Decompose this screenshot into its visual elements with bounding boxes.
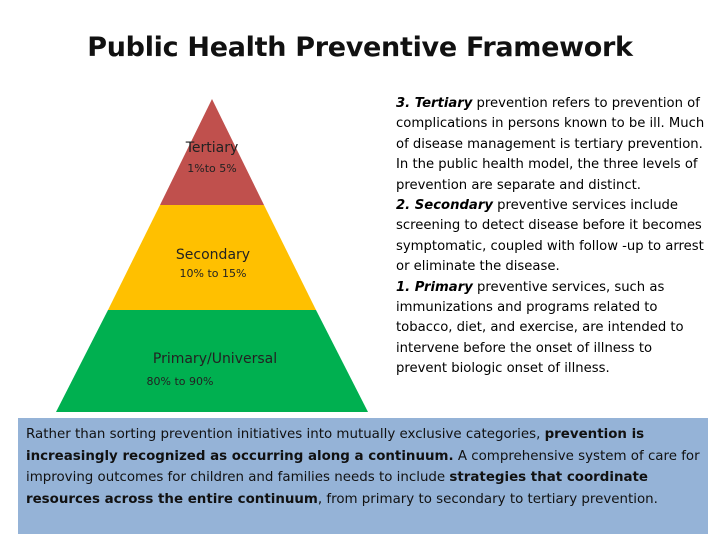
- secondary-term: 2. Secondary: [396, 198, 493, 214]
- tertiary-label: Tertiary: [185, 140, 239, 156]
- summary-text-3: , from primary to secondary to tertiary prevention.: [317, 491, 658, 507]
- secondary-definition: [396, 196, 706, 278]
- page-title: Public Health Preventive Framework: [87, 32, 633, 63]
- tertiary-percent: 1%to 5%: [187, 162, 237, 175]
- summary-bold-1: prevention is increasingly recognized as occurring along a continuum.: [26, 427, 645, 464]
- primary-percent: 80% to 90%: [146, 375, 214, 388]
- primary-definition: [396, 278, 706, 380]
- summary-text-2: A comprehensive system of care for improving outcomes for children and families needs to include: [26, 448, 700, 486]
- secondary-definition-text: preventive services include screening to detect disease before it becomes symptomatic, coupled with follow -up to arrest or eliminate the disease.: [396, 198, 704, 275]
- primary-definition-text: preventive services, such as immunizations and programs related to tobacco, diet, and exercise, are intended to intervene before the onset of illness to prevent biologic onset of illness.: [396, 279, 684, 377]
- prevention-definitions: [396, 94, 706, 380]
- tertiary-definition-text: prevention refers to prevention of complications in persons known to be ill. Much of disease management is tertiary prevention. In the public health model, the three levels of prevention are separate and distinct.: [396, 96, 705, 193]
- primary-term: 1. Primary: [396, 279, 473, 295]
- continuum-summary-box: [18, 418, 708, 534]
- summary-bold-2: strategies that coordinate resources across the entire continuum: [26, 470, 649, 507]
- primary-label: Primary/Universal: [152, 351, 278, 367]
- summary-text-1: Rather than sorting prevention initiatives into mutually exclusive categories,: [26, 427, 545, 442]
- tertiary-term: 3. Tertiary: [396, 96, 473, 111]
- tertiary-definition: [396, 94, 706, 196]
- secondary-label: Secondary: [175, 247, 251, 263]
- continuum-summary: [26, 424, 700, 510]
- secondary-percent: 10% to 15%: [179, 267, 247, 280]
